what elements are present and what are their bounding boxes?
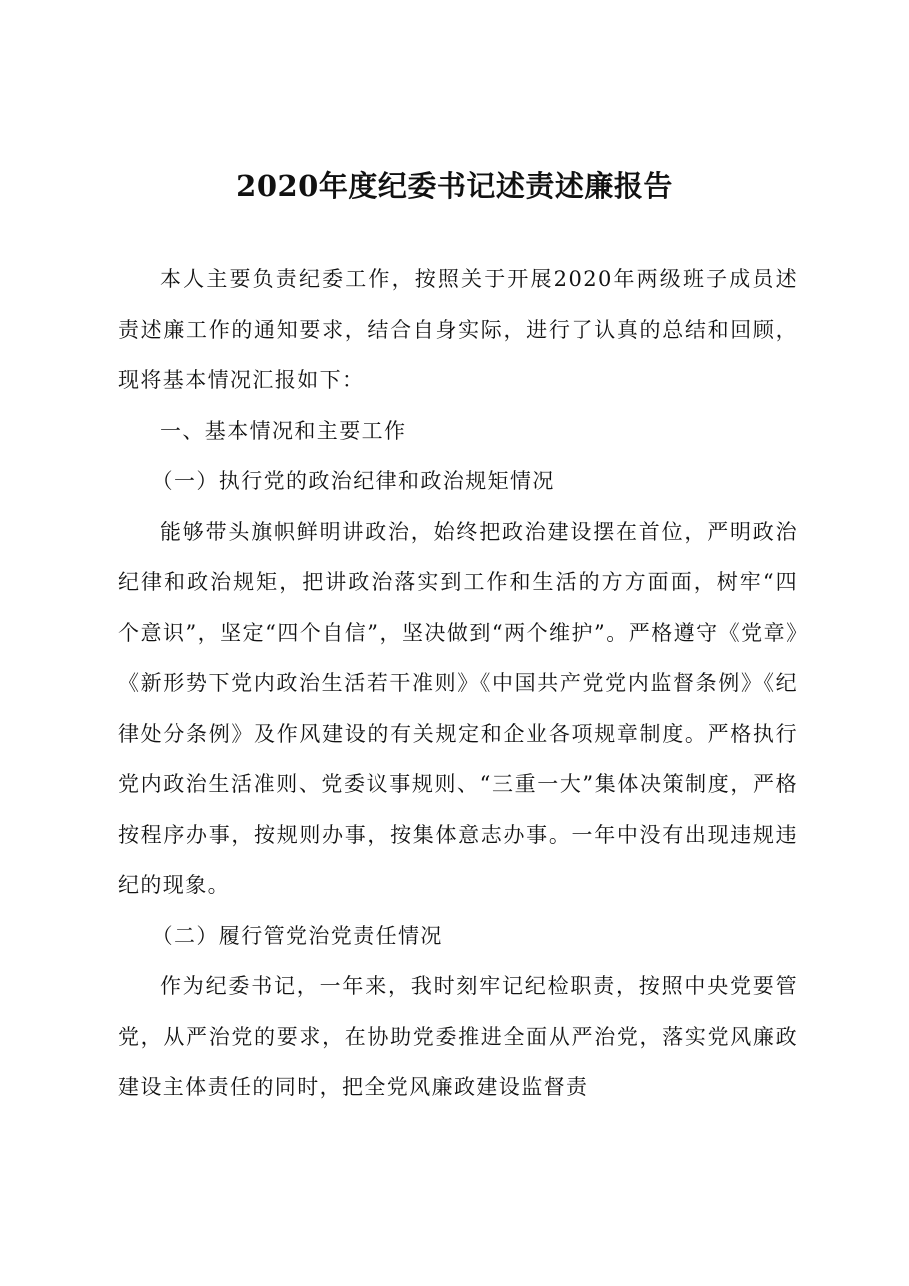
subsection-heading-1: （一）执行党的政治纪律和政治规矩情况 bbox=[151, 469, 555, 493]
section-heading-1: 一、基本情况和主要工作 bbox=[160, 418, 407, 443]
document-title: 2020年度纪委书记述责述廉报告 bbox=[236, 169, 673, 203]
subsection-heading-2: （二）履行管党治党责任情况 bbox=[151, 923, 443, 948]
intro-paragraph: 本人主要负责纪委工作，按照关于开展2020年两级班子成员述责述廉工作的通知要求，结合自身实际，进行了认真的总结和回顾，现将基本情况汇报如下： bbox=[118, 267, 798, 392]
subsection-body-1: 能够带头旗帜鲜明讲政治，始终把政治建设摆在首位，严明政治纪律和政治规矩，把讲政治落实到工作和生活的方方面面，树牢“四个意识”，坚定“四个自信”，坚决做到“两个维护”。严格遵守《党章》《新形势下党内政治生活若干准则》《中国共产党党内监督条例》《纪律处分条例》及作风建设的有关规定和企业各项规章制度。严格执行党内政治生活准则、党委议事规则、“三重一大”集体决策制度，严格按程序办事，按规则办事，按集体意志办事。一年中没有出现违规违纪的现象。 bbox=[118, 519, 798, 897]
document-body bbox=[118, 254, 798, 1113]
subsection-body-2: 作为纪委书记，一年来，我时刻牢记纪检职责，按照中央党要管党，从严治党的要求，在协助党委推进全面从严治党，落实党风廉政建设主体责任的同时，把全党风廉政建设监督责 bbox=[118, 974, 798, 1099]
